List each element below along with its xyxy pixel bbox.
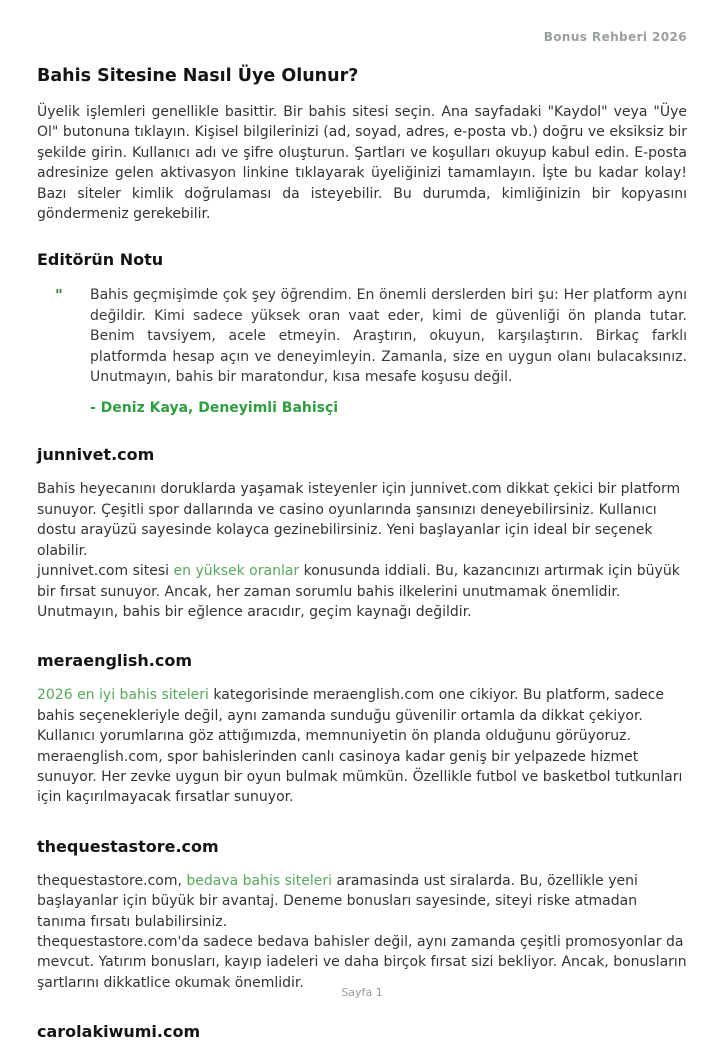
inline-link-en-iyi-bahis-siteleri[interactable]: 2026 en iyi bahis siteleri [37, 687, 209, 704]
inline-link-en-yuksek-oranlar[interactable]: en yüksek oranlar [173, 563, 300, 580]
page-title: Bahis Sitesine Nasıl Üye Olunur? [37, 66, 359, 86]
paragraph-text: Bahis heyecanını doruklarda yaşamak isteyenler için junnivet.com dikkat çekici bir platform sunuyor. Çeşitli spor dallarında ve casino oyunlarında şansınızı deneyebilirsiniz. Kullanıcı dostu arayüzü sayesinde kolayca gezinebilirsiniz. Yeni başlayanlar için ideal bir seçenek olabilir. [37, 481, 681, 559]
quote-attribution: - Deniz Kaya, Deneyimli Bahisçi [90, 400, 339, 417]
site-heading-carolakiwumi: carolakiwumi.com [37, 1022, 201, 1041]
site-paragraph [37, 561, 687, 622]
site-paragraph [37, 871, 687, 932]
site-section-carolakiwumi [37, 1022, 687, 1041]
site-paragraph [37, 479, 687, 561]
site-heading-junnivet: junnivet.com [37, 445, 155, 465]
quote-text: Bahis geçmişimde çok şey öğrendim. En önemli derslerden biri şu: Her platform aynı değildir. Kimi sadece yüksek oran vaat eder, kimi de güvenliği ön planda tutar. Benim tavsiyem, acele etmeyin. Araştırın, okuyun, karşılaştırın. Birkaç farklı platformda hesap açın ve deneyimleyin. Zamanla, size en uygun olanı bulacaksınız. Unutmayın, bahis bir maratondur, kısa mesafe koşusu değil. [90, 287, 687, 386]
quote-body [90, 285, 687, 416]
paragraph-text: thequestastore.com'da sadece bedava bahisler değil, aynı zamanda çeşitli promosyonlar da mevcut. Yatırım bonusları, kayıp iadeleri ve daha birçok fırsat sizi bekliyor. Ancak, bonusların şartlarını dikkatlice okumak önemlidir. [37, 933, 687, 991]
site-heading-thequestastore: thequestastore.com [37, 836, 219, 856]
paragraph-text: konusunda iddiali. Bu, kazancınızı artırmak için büyük bir fırsat sunuyor. Ancak, her zaman sorumlu bahis ilkelerini unutmamak önemlidir. Unutmayın, bahis bir eğlence aracıdır, geçim kaynağı değildir. [37, 563, 680, 620]
page-number-footer: Sayfa 1 [341, 986, 383, 999]
paragraph-text: kategorisinde meraenglish.com one cikiyor. Bu platform, sadece bahis seçenekleriyle değil, aynı zamanda sunduğu güvenilir ortamla da dikkat çekiyor. Kullanıcı yorumlarına göz attığımızda, memnuniyetin ön planda olduğunu görüyoruz. [37, 687, 665, 745]
brand-header: Bonus Rehberi 2026 [543, 30, 687, 44]
paragraph-text: junnivet.com sitesi [37, 563, 174, 580]
site-section-thequestastore [37, 837, 687, 993]
site-heading-meraenglish: meraenglish.com [37, 651, 193, 671]
site-paragraph [37, 685, 687, 746]
inline-link-bedava-bahis-siteleri[interactable]: bedava bahis siteleri [186, 872, 333, 889]
editor-quote-block [37, 285, 687, 416]
site-section-junnivet [37, 445, 687, 622]
paragraph-text: thequestastore.com, [37, 872, 187, 889]
site-paragraph [37, 932, 687, 993]
intro-paragraph: Üyelik işlemleri genellikle basittir. Bir bahis sitesi seçin. Ana sayfadaki "Kaydol" veya "Üye Ol" butonuna tıklayın. Kişisel bilgilerinizi (ad, soyad, adres, e-posta vb.) doğru ve eksiksiz bir şekilde girin. Kullanıcı adı ve şifre oluşturun. Şartları ve koşulları okuyup kabul edin. E-posta adresinize gelen aktivasyon linkine tıklayarak üyeliğinizi tamamlayın. İşte bu kadar kolay! Bazı siteler kimlik doğrulaması da isteyebilir. Bu durumda, kimliğinizin bir kopyasını göndermeniz gerekebilir. [37, 104, 687, 223]
paragraph-text: meraenglish.com, spor bahislerinden canlı casinoya kadar geniş bir yelpazede hizmet sunuyor. Her zevke uygun bir oyun bulmak mümkün. Özellikle futbol ve basketbol tutkunları için kaçırılmayacak fırsatlar sunuyor. [37, 748, 683, 806]
quote-mark-icon: " [55, 286, 63, 305]
paragraph-text: aramasinda ust siralarda. Bu, özellikle yeni başlayanlar için büyük bir avantaj. Deneme bonusları sayesinde, siteyi riske atmadan tanıma fırsatı bulabilirsiniz. [37, 872, 638, 930]
editor-note-heading: Editörün Notu [37, 250, 164, 270]
site-paragraph [37, 747, 687, 808]
site-section-meraenglish [37, 651, 687, 807]
